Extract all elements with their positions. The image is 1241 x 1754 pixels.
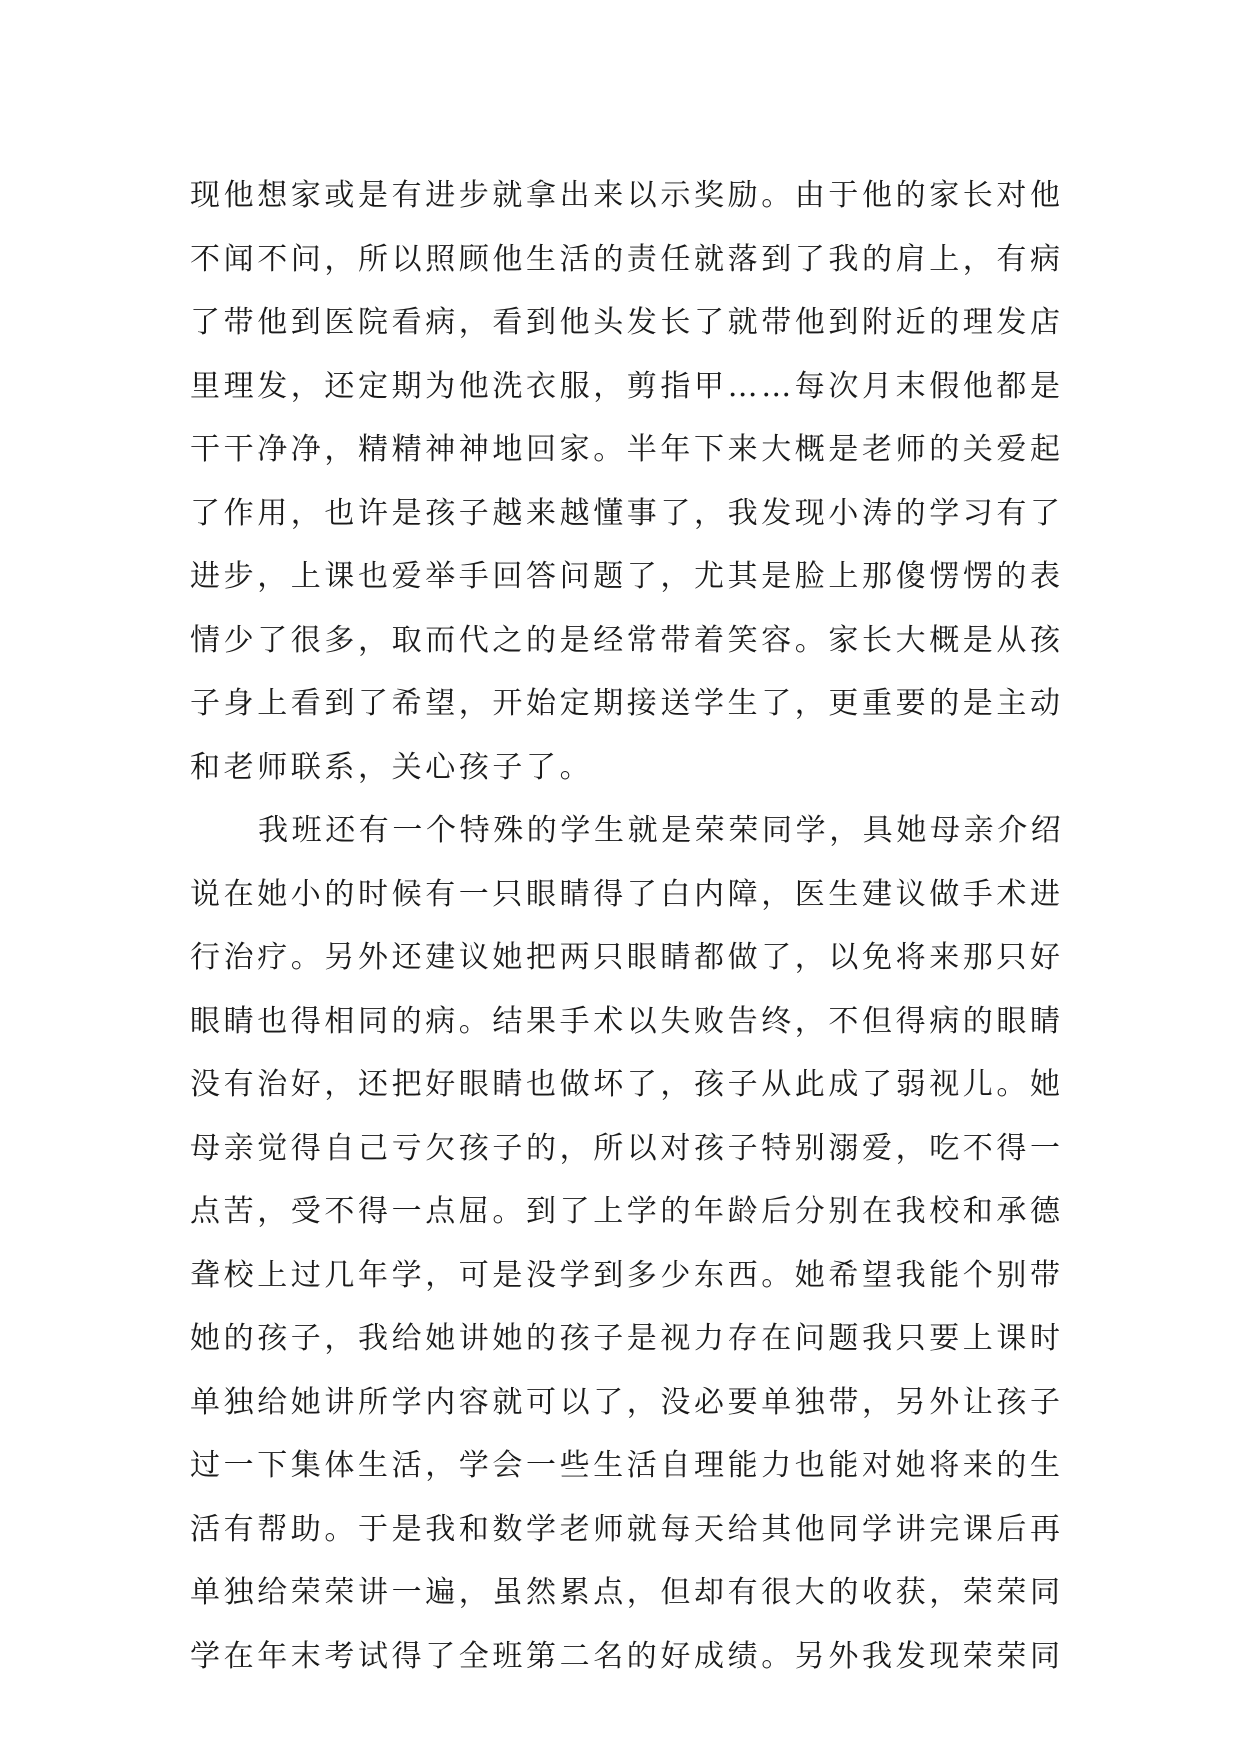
text-line: 点苦，受不得一点屈。到了上学的年龄后分别在我校和承德 xyxy=(190,1194,1064,1229)
text-line: 单独给荣荣讲一遍，虽然累点，但却有很大的收获，荣荣同 xyxy=(190,1575,1064,1610)
text-line: 行治疗。另外还建议她把两只眼睛都做了，以免将来那只好 xyxy=(190,940,1064,975)
body-text xyxy=(190,164,1065,1688)
text-line: 了带他到医院看病，看到他头发长了就带他到附近的理发店 xyxy=(190,305,1064,340)
text-line: 现他想家或是有进步就拿出来以示奖励。由于他的家长对他 xyxy=(190,178,1064,213)
text-line: 了作用，也许是孩子越来越懂事了，我发现小涛的学习有了 xyxy=(190,495,1064,531)
text-line: 和老师联系，关心孩子了。 xyxy=(190,749,594,785)
text-line: 学在年末考试得了全班第二名的好成绩。另外我发现荣荣同 xyxy=(190,1638,1064,1674)
text-line: 说在她小的时候有一只眼睛得了白内障，医生建议做手术进 xyxy=(190,876,1064,912)
text-line: 子身上看到了希望，开始定期接送学生了，更重要的是主动 xyxy=(190,686,1064,721)
text-line: 没有治好，还把好眼睛也做坏了，孩子从此成了弱视儿。她 xyxy=(190,1067,1064,1102)
text-line: 眼睛也得相同的病。结果手术以失败告终，不但得病的眼睛 xyxy=(190,1003,1064,1039)
text-line: 她的孩子，我给她讲她的孩子是视力存在问题我只要上课时 xyxy=(190,1321,1064,1356)
text-line: 里理发，还定期为他洗衣服，剪指甲……每次月末假他都是 xyxy=(190,368,1064,404)
text-line: 情少了很多，取而代之的是经常带着笑容。家长大概是从孩 xyxy=(190,622,1064,658)
text-line: 进步，上课也爱举手回答问题了，尤其是脸上那傻愣愣的表 xyxy=(190,559,1064,594)
text-line: 母亲觉得自己亏欠孩子的，所以对孩子特别溺爱，吃不得一 xyxy=(190,1130,1064,1166)
text-line: 过一下集体生活，学会一些生活自理能力也能对她将来的生 xyxy=(190,1448,1064,1483)
paragraph-first-line: 我班还有一个特殊的学生就是荣荣同学，具她母亲介绍 xyxy=(258,813,1065,848)
text-line: 单独给她讲所学内容就可以了，没必要单独带，另外让孩子 xyxy=(190,1384,1064,1420)
text-line: 活有帮助。于是我和数学老师就每天给其他同学讲完课后再 xyxy=(190,1511,1064,1547)
text-line: 不闻不问，所以照顾他生活的责任就落到了我的肩上，有病 xyxy=(190,241,1064,277)
text-line: 干干净净，精精神神地回家。半年下来大概是老师的关爱起 xyxy=(190,432,1064,467)
text-line: 聋校上过几年学，可是没学到多少东西。她希望我能个别带 xyxy=(190,1257,1064,1293)
